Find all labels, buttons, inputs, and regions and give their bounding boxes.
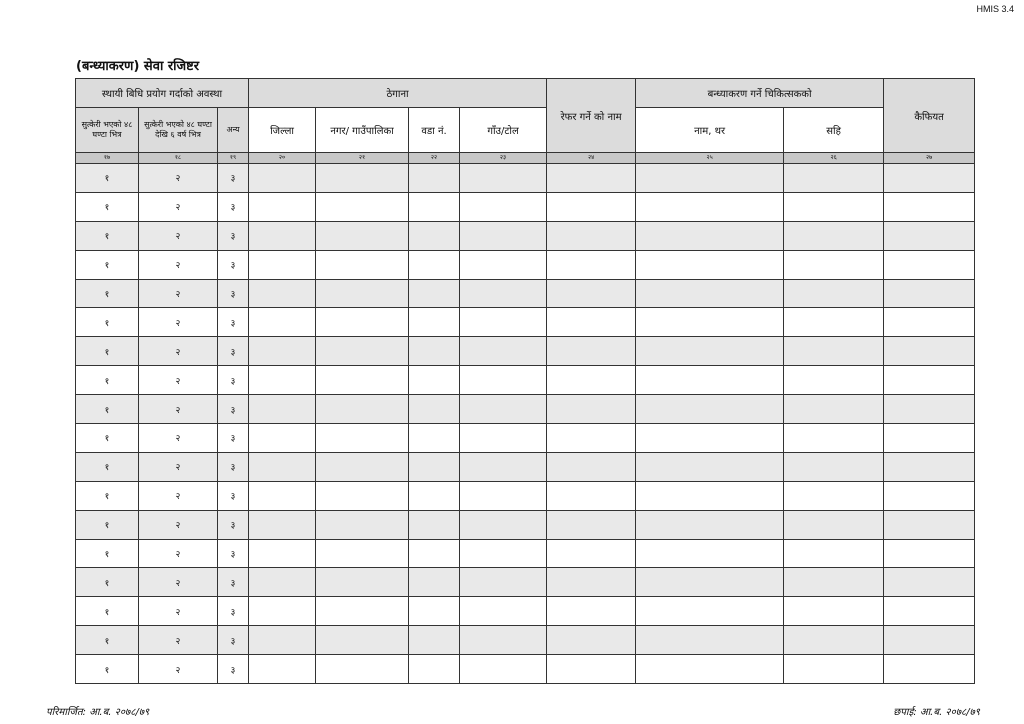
- print-note: छपाई: आ.ब. २०७८/७९: [893, 707, 980, 718]
- entry-cell[interactable]: [409, 279, 460, 308]
- entry-cell[interactable]: [249, 481, 316, 510]
- row-code-1: १: [76, 424, 139, 453]
- entry-cell[interactable]: [409, 424, 460, 453]
- entry-cell[interactable]: [460, 452, 547, 481]
- header-remarks: कैफियत: [884, 79, 975, 153]
- entry-cell[interactable]: [884, 424, 975, 453]
- row-code-1: १: [76, 308, 139, 337]
- row-code-2: २: [139, 568, 218, 597]
- entry-cell[interactable]: [249, 337, 316, 366]
- entry-cell[interactable]: [316, 279, 409, 308]
- row-code-2: २: [139, 597, 218, 626]
- entry-cell[interactable]: [884, 510, 975, 539]
- entry-cell[interactable]: [636, 308, 784, 337]
- column-number: २१: [316, 153, 409, 164]
- entry-cell[interactable]: [636, 164, 784, 193]
- row-code-1: १: [76, 192, 139, 221]
- entry-cell[interactable]: [409, 626, 460, 655]
- entry-cell[interactable]: [409, 597, 460, 626]
- table-row: [76, 626, 975, 655]
- column-number: २२: [409, 153, 460, 164]
- entry-cell[interactable]: [249, 279, 316, 308]
- row-code-1: १: [76, 164, 139, 193]
- entry-cell[interactable]: [460, 510, 547, 539]
- register-table: [75, 78, 975, 684]
- entry-cell[interactable]: [784, 164, 884, 193]
- header-48h-to-6w: सुत्केरी भएको ४८ घण्टा देखि ६ वर्ष भित्र: [139, 108, 218, 153]
- entry-cell[interactable]: [316, 539, 409, 568]
- row-code-1: १: [76, 481, 139, 510]
- column-number: १९: [218, 153, 249, 164]
- entry-cell[interactable]: [460, 337, 547, 366]
- entry-cell[interactable]: [784, 221, 884, 250]
- entry-cell[interactable]: [784, 279, 884, 308]
- entry-cell[interactable]: [316, 395, 409, 424]
- entry-cell[interactable]: [409, 655, 460, 684]
- entry-cell[interactable]: [316, 164, 409, 193]
- row-code-1: १: [76, 366, 139, 395]
- table-row: [76, 366, 975, 395]
- entry-cell[interactable]: [316, 250, 409, 279]
- entry-cell[interactable]: [547, 164, 636, 193]
- row-code-3: ३: [218, 164, 249, 193]
- entry-cell[interactable]: [409, 481, 460, 510]
- entry-cell[interactable]: [409, 539, 460, 568]
- column-number: २४: [547, 153, 636, 164]
- table-row: [76, 424, 975, 453]
- row-code-2: २: [139, 655, 218, 684]
- row-code-3: ३: [218, 250, 249, 279]
- entry-cell[interactable]: [316, 655, 409, 684]
- entry-cell[interactable]: [460, 568, 547, 597]
- row-code-3: ३: [218, 481, 249, 510]
- row-code-2: २: [139, 279, 218, 308]
- entry-cell[interactable]: [316, 366, 409, 395]
- entry-cell[interactable]: [409, 221, 460, 250]
- entry-cell[interactable]: [249, 424, 316, 453]
- column-number: २५: [636, 153, 784, 164]
- entry-cell[interactable]: [884, 250, 975, 279]
- entry-cell[interactable]: [636, 597, 784, 626]
- entry-cell[interactable]: [249, 192, 316, 221]
- row-code-3: ३: [218, 395, 249, 424]
- entry-cell[interactable]: [316, 626, 409, 655]
- entry-cell[interactable]: [460, 164, 547, 193]
- entry-cell[interactable]: [784, 452, 884, 481]
- row-code-1: १: [76, 655, 139, 684]
- entry-cell[interactable]: [636, 395, 784, 424]
- header-status-group: स्थायी बिधि प्रयोग गर्दाको अवस्था: [76, 79, 249, 108]
- row-code-1: १: [76, 395, 139, 424]
- row-code-3: ३: [218, 510, 249, 539]
- table-row: [76, 395, 975, 424]
- entry-cell[interactable]: [460, 481, 547, 510]
- header-signature: सहि: [784, 108, 884, 153]
- entry-cell[interactable]: [249, 221, 316, 250]
- entry-cell[interactable]: [316, 510, 409, 539]
- entry-cell[interactable]: [460, 395, 547, 424]
- row-code-1: १: [76, 250, 139, 279]
- row-code-2: २: [139, 221, 218, 250]
- entry-cell[interactable]: [460, 597, 547, 626]
- row-code-2: २: [139, 424, 218, 453]
- row-code-3: ३: [218, 539, 249, 568]
- row-code-3: ३: [218, 337, 249, 366]
- row-code-2: २: [139, 481, 218, 510]
- entry-cell[interactable]: [784, 366, 884, 395]
- entry-cell[interactable]: [249, 452, 316, 481]
- entry-cell[interactable]: [460, 366, 547, 395]
- entry-cell[interactable]: [884, 308, 975, 337]
- entry-cell[interactable]: [784, 539, 884, 568]
- entry-cell[interactable]: [636, 192, 784, 221]
- entry-cell[interactable]: [249, 164, 316, 193]
- entry-cell[interactable]: [636, 424, 784, 453]
- table-row: [76, 597, 975, 626]
- entry-cell[interactable]: [409, 395, 460, 424]
- entry-cell[interactable]: [460, 424, 547, 453]
- entry-cell[interactable]: [316, 308, 409, 337]
- entry-cell[interactable]: [249, 366, 316, 395]
- entry-cell[interactable]: [460, 192, 547, 221]
- entry-cell[interactable]: [636, 452, 784, 481]
- entry-cell[interactable]: [249, 539, 316, 568]
- entry-cell[interactable]: [547, 337, 636, 366]
- row-code-1: १: [76, 510, 139, 539]
- table-row: [76, 481, 975, 510]
- entry-cell[interactable]: [409, 308, 460, 337]
- entry-cell[interactable]: [316, 192, 409, 221]
- entry-cell[interactable]: [784, 597, 884, 626]
- entry-cell[interactable]: [884, 221, 975, 250]
- entry-cell[interactable]: [884, 192, 975, 221]
- header-doctor-name: नाम, थर: [636, 108, 784, 153]
- entry-cell[interactable]: [636, 337, 784, 366]
- row-code-3: ३: [218, 221, 249, 250]
- entry-cell[interactable]: [784, 510, 884, 539]
- row-code-3: ३: [218, 597, 249, 626]
- entry-cell[interactable]: [316, 481, 409, 510]
- entry-cell[interactable]: [547, 308, 636, 337]
- row-code-1: १: [76, 337, 139, 366]
- row-code-1: १: [76, 568, 139, 597]
- entry-cell[interactable]: [636, 655, 784, 684]
- header-within-48h: सुत्केरी भएको ४८ घण्टा भित्र: [76, 108, 139, 153]
- entry-cell[interactable]: [409, 192, 460, 221]
- row-code-3: ३: [218, 424, 249, 453]
- entry-cell[interactable]: [884, 655, 975, 684]
- row-code-2: २: [139, 164, 218, 193]
- table-row: [76, 655, 975, 684]
- entry-cell[interactable]: [547, 597, 636, 626]
- entry-cell[interactable]: [316, 568, 409, 597]
- table-row: [76, 452, 975, 481]
- entry-cell[interactable]: [884, 626, 975, 655]
- entry-cell[interactable]: [784, 308, 884, 337]
- entry-cell[interactable]: [316, 221, 409, 250]
- entry-cell[interactable]: [784, 395, 884, 424]
- table-row: [76, 337, 975, 366]
- table-row: [76, 221, 975, 250]
- entry-cell[interactable]: [409, 452, 460, 481]
- entry-cell[interactable]: [316, 597, 409, 626]
- entry-cell[interactable]: [636, 510, 784, 539]
- column-number: २३: [460, 153, 547, 164]
- entry-cell[interactable]: [547, 424, 636, 453]
- table-row: [76, 164, 975, 193]
- entry-cell[interactable]: [884, 395, 975, 424]
- entry-cell[interactable]: [884, 337, 975, 366]
- entry-cell[interactable]: [460, 221, 547, 250]
- entry-cell[interactable]: [884, 164, 975, 193]
- row-code-3: ३: [218, 279, 249, 308]
- revision-note: परिमार्जित: आ.ब. २०७८/७९: [46, 707, 150, 718]
- column-number: १७: [76, 153, 139, 164]
- header-municipality: नगर/ गाउँपालिका: [316, 108, 409, 153]
- entry-cell[interactable]: [884, 539, 975, 568]
- entry-cell[interactable]: [636, 279, 784, 308]
- entry-cell[interactable]: [784, 424, 884, 453]
- entry-cell[interactable]: [636, 568, 784, 597]
- entry-cell[interactable]: [547, 192, 636, 221]
- table-row: [76, 568, 975, 597]
- column-number: १८: [139, 153, 218, 164]
- row-code-2: २: [139, 308, 218, 337]
- entry-cell[interactable]: [249, 308, 316, 337]
- entry-cell[interactable]: [249, 395, 316, 424]
- column-number: २६: [784, 153, 884, 164]
- header-doctor-group: बन्ध्याकरण गर्ने चिकित्सकको: [636, 79, 884, 108]
- entry-cell[interactable]: [884, 597, 975, 626]
- entry-cell[interactable]: [636, 481, 784, 510]
- entry-cell[interactable]: [316, 424, 409, 453]
- table-row: [76, 539, 975, 568]
- table-row: [76, 510, 975, 539]
- entry-cell[interactable]: [409, 164, 460, 193]
- entry-cell[interactable]: [636, 366, 784, 395]
- entry-cell[interactable]: [784, 481, 884, 510]
- row-code-2: २: [139, 337, 218, 366]
- entry-cell[interactable]: [409, 250, 460, 279]
- row-code-3: ३: [218, 655, 249, 684]
- row-code-3: ३: [218, 192, 249, 221]
- row-code-1: १: [76, 279, 139, 308]
- entry-cell[interactable]: [249, 568, 316, 597]
- entry-cell[interactable]: [547, 366, 636, 395]
- entry-cell[interactable]: [460, 539, 547, 568]
- table-row: [76, 279, 975, 308]
- entry-cell[interactable]: [547, 395, 636, 424]
- entry-cell[interactable]: [636, 539, 784, 568]
- header-row-columns: [76, 108, 975, 153]
- header-district: जिल्ला: [249, 108, 316, 153]
- row-code-2: २: [139, 395, 218, 424]
- header-village: गाँउ/टोल: [460, 108, 547, 153]
- row-code-1: १: [76, 597, 139, 626]
- entry-cell[interactable]: [460, 626, 547, 655]
- entry-cell[interactable]: [784, 192, 884, 221]
- row-code-2: २: [139, 539, 218, 568]
- header-ward: वडा नं.: [409, 108, 460, 153]
- table-row: [76, 250, 975, 279]
- header-row-group: [76, 79, 975, 108]
- entry-cell[interactable]: [460, 655, 547, 684]
- header-other: अन्य: [218, 108, 249, 153]
- entry-cell[interactable]: [784, 568, 884, 597]
- entry-cell[interactable]: [249, 250, 316, 279]
- entry-cell[interactable]: [249, 626, 316, 655]
- entry-cell[interactable]: [784, 655, 884, 684]
- entry-cell[interactable]: [547, 568, 636, 597]
- entry-cell[interactable]: [460, 279, 547, 308]
- entry-cell[interactable]: [316, 337, 409, 366]
- row-code-2: २: [139, 366, 218, 395]
- entry-cell[interactable]: [784, 337, 884, 366]
- entry-cell[interactable]: [784, 250, 884, 279]
- entry-cell[interactable]: [547, 655, 636, 684]
- column-number: २७: [884, 153, 975, 164]
- entry-cell[interactable]: [409, 568, 460, 597]
- entry-cell[interactable]: [547, 626, 636, 655]
- entry-cell[interactable]: [547, 539, 636, 568]
- entry-cell[interactable]: [884, 452, 975, 481]
- row-code-2: २: [139, 510, 218, 539]
- table-row: [76, 308, 975, 337]
- entry-cell[interactable]: [547, 452, 636, 481]
- row-code-2: २: [139, 192, 218, 221]
- row-code-2: २: [139, 626, 218, 655]
- entry-cell[interactable]: [547, 510, 636, 539]
- row-code-1: १: [76, 539, 139, 568]
- entry-cell[interactable]: [884, 366, 975, 395]
- entry-cell[interactable]: [316, 452, 409, 481]
- row-code-3: ३: [218, 308, 249, 337]
- entry-cell[interactable]: [547, 279, 636, 308]
- row-code-3: ३: [218, 568, 249, 597]
- entry-cell[interactable]: [409, 337, 460, 366]
- row-code-2: २: [139, 452, 218, 481]
- entry-cell[interactable]: [784, 626, 884, 655]
- entry-cell[interactable]: [460, 308, 547, 337]
- row-code-3: ३: [218, 452, 249, 481]
- entry-cell[interactable]: [636, 626, 784, 655]
- entry-cell[interactable]: [884, 279, 975, 308]
- row-code-3: ३: [218, 626, 249, 655]
- row-code-1: १: [76, 221, 139, 250]
- entry-cell[interactable]: [249, 510, 316, 539]
- header-address-group: ठेगाना: [249, 79, 547, 108]
- entry-cell[interactable]: [460, 250, 547, 279]
- entry-cell[interactable]: [884, 481, 975, 510]
- entry-cell[interactable]: [409, 510, 460, 539]
- entry-cell[interactable]: [249, 655, 316, 684]
- entry-cell[interactable]: [636, 221, 784, 250]
- column-number: २०: [249, 153, 316, 164]
- page-title: (बन्ध्याकरण) सेवा रजिष्टर: [76, 59, 200, 74]
- row-code-1: १: [76, 452, 139, 481]
- header-refer-name: रेफर गर्ने को नाम: [547, 79, 636, 153]
- row-code-2: २: [139, 250, 218, 279]
- entry-cell[interactable]: [884, 568, 975, 597]
- form-code: HMIS 3.4: [976, 4, 1014, 14]
- entry-cell[interactable]: [636, 250, 784, 279]
- table-row: [76, 192, 975, 221]
- row-code-1: १: [76, 626, 139, 655]
- entry-cell[interactable]: [547, 481, 636, 510]
- entry-cell[interactable]: [547, 221, 636, 250]
- column-number-row: [76, 153, 975, 164]
- entry-cell[interactable]: [249, 597, 316, 626]
- entry-cell[interactable]: [547, 250, 636, 279]
- row-code-3: ३: [218, 366, 249, 395]
- entry-cell[interactable]: [409, 366, 460, 395]
